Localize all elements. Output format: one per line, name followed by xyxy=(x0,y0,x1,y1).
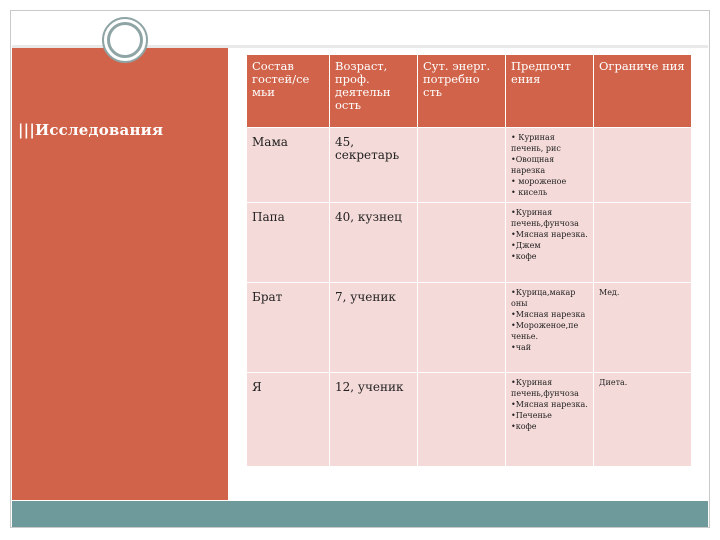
energy-cell xyxy=(418,283,506,373)
member-cell: Папа xyxy=(247,203,330,283)
table-header-row xyxy=(247,55,692,128)
limits-cell xyxy=(594,128,692,203)
pref-item: • Куриная печень, рис xyxy=(511,133,561,153)
member-cell: Брат xyxy=(247,283,330,373)
table-row xyxy=(247,203,692,283)
pref-item: • кисель xyxy=(511,188,548,197)
header-cell: Ограниче ния xyxy=(594,55,692,128)
table-row xyxy=(247,373,692,467)
pref-item: •Мясная нарезка xyxy=(511,310,586,319)
left-panel xyxy=(12,48,228,500)
table-row xyxy=(247,283,692,373)
limits-cell xyxy=(594,203,692,283)
age-cell: 40, кузнец xyxy=(330,203,418,283)
prefs-cell xyxy=(506,203,594,283)
header-cell: Сут. энерг. потребно сть xyxy=(418,55,506,128)
pref-item: •Курица,макар оны xyxy=(511,288,576,308)
footer-band xyxy=(12,501,708,527)
prefs-cell xyxy=(506,373,594,467)
pref-item: •Овощная нарезка xyxy=(511,155,555,175)
limits-cell: Диета. xyxy=(594,373,692,467)
pref-item: •Печенье xyxy=(511,411,552,420)
table-row xyxy=(247,128,692,203)
pref-item: •Куриная печень,фунчоза xyxy=(511,208,579,228)
pref-item: •Джем xyxy=(511,241,541,250)
member-cell: Я xyxy=(247,373,330,467)
age-cell: 45, секретарь xyxy=(330,128,418,203)
pref-item: •кофе xyxy=(511,252,537,261)
decorative-ring-inner-icon xyxy=(107,22,143,58)
pref-item: •Куриная печень,фунчоза xyxy=(511,378,579,398)
pref-item: •кофе xyxy=(511,422,537,431)
age-cell: 12, ученик xyxy=(330,373,418,467)
pref-item: •Мясная нарезка. xyxy=(511,400,588,409)
energy-cell xyxy=(418,373,506,467)
header-cell: Состав гостей/се мьи xyxy=(247,55,330,128)
prefs-cell xyxy=(506,283,594,373)
energy-cell xyxy=(418,203,506,283)
header-cell: Возраст, проф. деятельн ость xyxy=(330,55,418,128)
header-cell: Предпочт ения xyxy=(506,55,594,128)
pref-item: •чай xyxy=(511,343,532,352)
age-cell: 7, ученик xyxy=(330,283,418,373)
pref-item: • мороженое xyxy=(511,177,567,186)
slide-title: |||Исследования xyxy=(18,121,164,139)
pref-item: •Мясная нарезка. xyxy=(511,230,588,239)
pref-item: •Мороженое,пе ченье. xyxy=(511,321,579,341)
family-table xyxy=(246,54,692,467)
member-cell: Мама xyxy=(247,128,330,203)
prefs-cell xyxy=(506,128,594,203)
limits-cell: Мед. xyxy=(594,283,692,373)
energy-cell xyxy=(418,128,506,203)
